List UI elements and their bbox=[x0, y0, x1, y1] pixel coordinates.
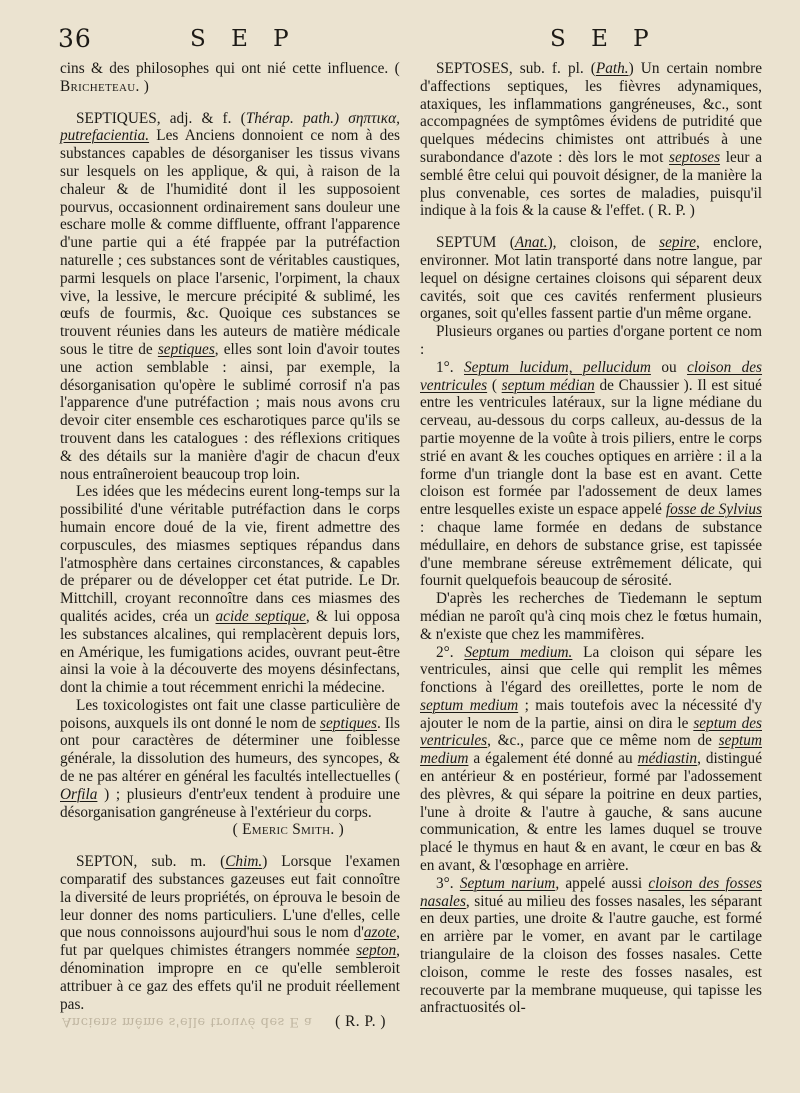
domain-label: Path. bbox=[595, 60, 629, 77]
entry-septon bbox=[60, 853, 400, 1031]
right-column bbox=[420, 60, 762, 1017]
signature-rp: ( R. P. ) bbox=[648, 202, 695, 220]
headword-septoses: SEPTOSES bbox=[436, 60, 509, 77]
carryover-signature: ( Bricheteau. ) bbox=[60, 60, 400, 95]
septum-item-1: 1°. Septum lucidum, pellucidum ou cloison des ventricules ( septum médian de Chaussier ). Il est situé entre les ventricules latéraux, sur la ligne médiane du cerveau, au-dessous du corps calleux, au-dessus de la partie moyenne de la voûte à trois piliers, entre le corps strié en avant & les couches optiques en arrière : il a la forme d'un triangle dont la base est en avant. Cette cloison est formée par l'adossement de deux lames entre lesquelles existe un espace appelé fosse de Sylvius : chaque lame formée en dedans de substance médullaire, en dehors de substance grise, est tapissée d'une membrane séreuse extrêmement délicate, qui fournit quelquefois beaucoup de sérosité. bbox=[420, 358, 763, 590]
entry-septiques bbox=[60, 110, 400, 840]
headword-septiques: SEPTIQUES bbox=[76, 109, 157, 127]
septiques-paragraph-2: Les idées que les médecins eurent long-temps sur la possibilité d'une véritable putréfaction dans le corps humain encore doué de la vie, firent admettre des corpuscules, des miasmes septiques répandus dans l'atmosphère dans certaines circonstances, & capables de préparer ou de développer cet état putride. Le Dr. Mittchill, croyant reconnoître dans ces miasmes des qualités acides, créa un acide septique, & lui opposa les substances alcalines, qui remplacèrent depuis lors, en Amérique, les fumigations acides, ouvrant peut-être ainsi la voie à la découverte des moyens désinfectans, dont la chimie a tout récemment enrichi la médecine. bbox=[60, 483, 400, 697]
domain-label: Chim. bbox=[225, 853, 263, 871]
domain-label: Thérap. path. bbox=[245, 109, 334, 127]
entry-septum bbox=[420, 234, 762, 1017]
septiques-paragraph-1: SEPTIQUES, adj. & f. (Thérap. path.) σηπτικα, putrefacientia. Les Anciens donnoient ce nom à des substances capables de désorganiser les tissus vivans sur lesquels on les applique, & qui, à raison de la chaleur & de l'humidité dont il les supposoient pourvus, occasionnent ordinairement sans douleur une eschare molle & comme diffluente, offrant l'apparence d'une partie qui a été frappée par la putréfaction naturelle ; ces substances sont de véritables caustiques, parmi lesquels on place l'arsenic, l'orpiment, la chaux vive, la lessive, le mercure précipité & sublimé, les œufs de fourmis, &c. Quoique ces substances se trouvent réunies dans les auteurs de matière médicale sous le titre de septiques, elles sont loin d'avoir toutes une action semblable : ainsi, par exemple, la désorganisation qu'opère le sublimé corrosif n'a pas l'apparence d'une putréfaction ; mais nous avons cru devoir citer ensemble ces escharotiques parce qu'ils se trouvent dans les catalogues : des réflexions critiques & des détails sur la manière d'agir de chacun d'eux nous entraîneroient beaucoup trop loin. bbox=[60, 109, 400, 483]
carryover-paragraph: cins & des philosophes qui ont nié cette influence. ( Bricheteau. ) bbox=[60, 60, 400, 95]
show-through-text: Anciens même s'elle trouvé des E a bbox=[62, 1014, 313, 1029]
headword-septum: SEPTUM bbox=[436, 234, 497, 252]
greek-term: ) σηπτικα, bbox=[334, 109, 400, 127]
page-number: 36 bbox=[58, 24, 92, 53]
signature-emeric-smith: ( Emeric Smith. ) bbox=[232, 821, 344, 839]
septiques-paragraph-3: Les toxicologistes ont fait une classe particulière de poisons, auxquels ils ont donné le nom de septiques. Ils ont pour caractères de déterminer une foiblesse générale, la dissolution des humeurs, des syncopes, & de ne pas altérer en général les facultés intellectuelles ( Orfila ) ; plusieurs d'entr'eux tendent à produire une désorganisation gangréneuse à l'extérieur du corps. bbox=[60, 696, 400, 821]
septum-paragraph-1: SEPTUM (Anat.), cloison, de sepire, enclore, environner. Mot latin transporté dans notre langue, par lequel on désigne certaines cloisons qui séparent deux cavités, soit que ces cavités renferment plusieurs organes, soit qu'elles fassent partie d'un même organe. bbox=[420, 234, 763, 323]
septum-intro: Plusieurs organes ou parties d'organe portent ce nom : bbox=[420, 323, 762, 358]
headword-septon: SEPTON bbox=[76, 853, 134, 871]
page-header bbox=[58, 24, 768, 58]
septum-tiedemann-note: D'après les recherches de Tiedemann le septum médian ne paroît qu'à cinq mois chez le fœtus humain, & n'existe que chez les mammifères. bbox=[420, 590, 762, 643]
running-head-left: S E P bbox=[190, 26, 298, 52]
latin-term: putrefacientia. bbox=[60, 127, 150, 145]
septoses-paragraph: SEPTOSES, sub. f. pl. (Path.) Un certain nombre d'affections septiques, les fièvres adynamiques, ataxiques, les inflammations gangréneuses, &c., sont accompagnées de symptômes évidens de putridité que quelques médecins chimistes ont attribués à une surabondance d'azote : dès lors le mot septoses leur a semblé être celui qui pouvoit désigner, de la manière la plus convenable, ces sortes de maladies, puisqu'il indique à la fois & la cause & l'effet. ( R. P. ) bbox=[420, 60, 762, 220]
domain-label: Anat. bbox=[514, 234, 548, 252]
left-column bbox=[60, 60, 400, 1031]
signature-rp: ( R. P. ) bbox=[335, 1013, 386, 1031]
septum-item-2: 2°. Septum medium. La cloison qui sépare les ventricules, ainsi que celle qui remplit les mêmes fonctions à l'égard des oreillettes, porte le nom de septum medium ; mais toutefois avec la nécessité d'y ajouter le nom de la partie, ainsi on dira le septum des ventricules, &c., parce que ce même nom de septum medium a également été donné au médiastin, distingué en antérieur & en postérieur, formé par l'adossement des plèvres, & qui sépare la poitrine en deux parties, l'une à droite & l'autre à gauche, & sans aucune communication, & entre les lames duquel se trouve placé le thymus en haut & en avant, le cœur en bas & en avant, & l'œsophage en arrière. bbox=[420, 643, 762, 875]
running-head-right: S E P bbox=[550, 26, 658, 52]
septum-item-3: 3°. Septum narium, appelé aussi cloison des fosses nasales, situé au milieu des fosses nasales, les séparant en deux parties, une droite & l'autre gauche, est formé en arrière par le vomer, en avant par le cartilage triangulaire de la cloison des fosses nasales. Cette cloison, comme le reste des fosses nasales, est recouverte par la membrane muqueuse, qui tapisse les anfractuosités ol- bbox=[420, 874, 762, 1017]
septon-paragraph: SEPTON, sub. m. (Chim.) Lorsque l'examen comparatif des substances gazeuses eut fait connoître la diversité de leurs propriétés, on éprouva le besoin de leur donner des noms particuliers. L'une d'elles, celle que nous connoissons aujourd'hui sous le nom d'azote, fut par quelques chimistes étrangers nommée septon, dénomination impropre en ce qu'elle sembleroit attribuer à ce gaz des effets qu'il ne produit réellement pas. bbox=[60, 853, 400, 1013]
entry-septoses bbox=[420, 60, 762, 220]
